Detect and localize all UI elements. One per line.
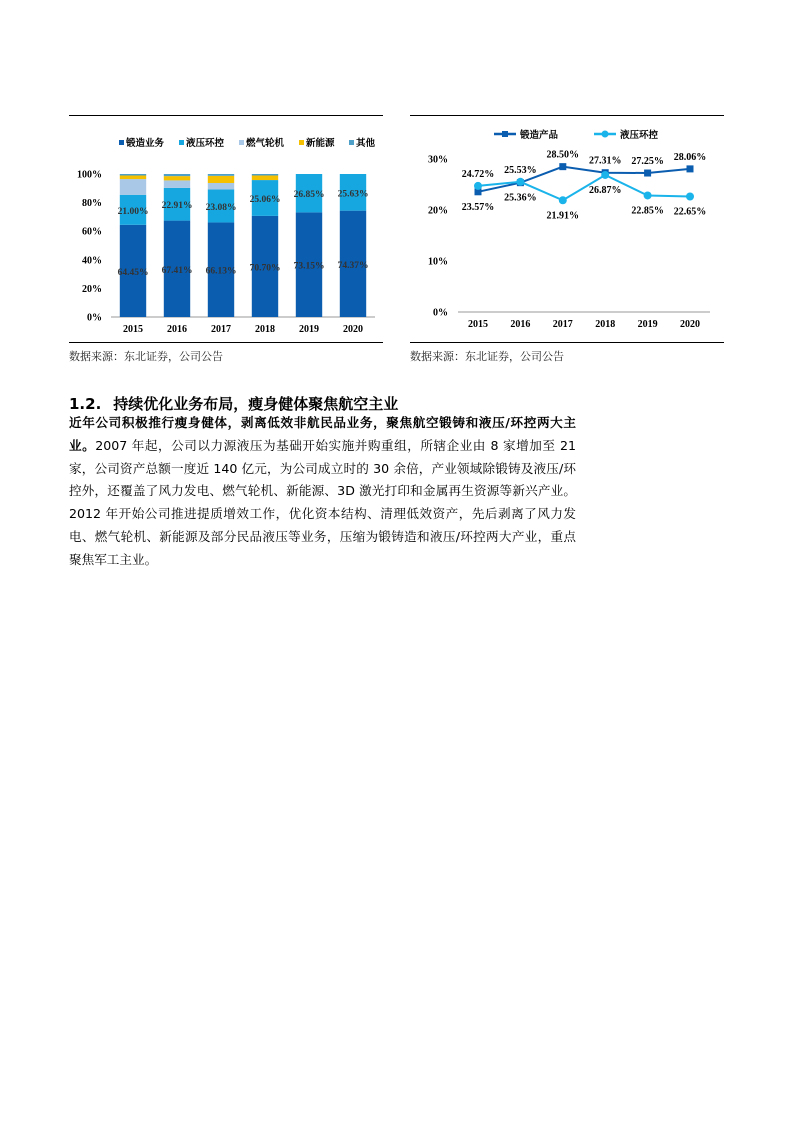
bar-data-label: 22.91% — [161, 201, 193, 212]
section-heading — [69, 393, 398, 414]
legend-label-1: 液压环控 — [186, 139, 225, 149]
bar-segment — [252, 174, 278, 175]
section-number: 1.2. — [69, 395, 102, 413]
bar-data-label: 67.41% — [161, 265, 193, 276]
bar-segment — [120, 176, 146, 180]
left-chart-source: 数据来源：东北证券，公司公告 — [69, 350, 223, 363]
bar-data-label: 26.85% — [293, 190, 325, 201]
bar-data-label: 70.70% — [249, 263, 281, 274]
data-point — [644, 191, 652, 199]
y-tick-label: 0% — [87, 312, 102, 324]
data-point — [559, 163, 566, 170]
x-tick-label: 2018 — [255, 324, 275, 335]
x-tick-label: 2019 — [299, 324, 319, 335]
legend-swatch-0 — [119, 140, 124, 145]
stacked-bar-chart-svg — [69, 118, 383, 340]
bar-data-label: 23.08% — [205, 202, 237, 213]
line-chart — [410, 118, 724, 340]
x-tick-label: 2016 — [167, 324, 187, 335]
data-point — [559, 196, 567, 204]
bar-segment — [208, 174, 234, 176]
data-point — [687, 165, 694, 172]
bar-segment — [120, 174, 146, 176]
y-tick-label: 60% — [82, 226, 102, 238]
section-title: 持续优化业务布局，瘦身健体聚焦航空主业 — [113, 395, 399, 413]
legend-label-0: 锻造业务 — [126, 139, 165, 149]
right-figure-top-rule — [410, 115, 724, 116]
data-label: 22.65% — [673, 206, 707, 218]
x-tick-label: 2015 — [468, 319, 488, 330]
legend-swatch-4 — [349, 140, 354, 145]
x-tick-label: 2020 — [680, 319, 700, 330]
legend-label-2: 燃气轮机 — [246, 139, 285, 149]
right-chart-source: 数据来源：东北证券，公司公告 — [410, 350, 564, 363]
x-tick-label: 2018 — [595, 319, 616, 330]
x-tick-label: 2016 — [510, 319, 531, 330]
bar-segment — [164, 176, 190, 180]
data-label: 28.06% — [673, 151, 707, 163]
bar-data-label: 21.00% — [117, 206, 149, 217]
data-point — [474, 182, 482, 190]
data-label: 25.53% — [504, 164, 537, 176]
data-label: 22.85% — [631, 205, 664, 217]
legend-label-3: 新能源 — [306, 139, 335, 149]
body-paragraph — [69, 412, 576, 572]
bar-segment — [208, 183, 234, 189]
data-label: 27.25% — [631, 156, 664, 168]
legend-label-4: 其他 — [356, 139, 376, 149]
y-tick-label: 80% — [82, 198, 102, 210]
bar-data-label: 64.45% — [117, 267, 149, 278]
legend-marker-0 — [502, 131, 508, 137]
legend-label-1: 液压环控 — [620, 131, 659, 141]
y-tick-label: 20% — [428, 205, 448, 217]
data-label: 24.72% — [461, 168, 495, 180]
data-label: 28.50% — [546, 149, 580, 161]
x-tick-label: 2019 — [637, 319, 658, 330]
y-tick-label: 20% — [82, 283, 102, 295]
line-chart-svg — [410, 118, 724, 340]
data-label: 26.87% — [588, 184, 622, 196]
data-label: 27.31% — [588, 155, 622, 167]
data-label: 21.91% — [546, 210, 580, 222]
right-figure-bottom-rule — [410, 342, 724, 343]
data-point — [686, 192, 694, 200]
data-label: 23.57% — [461, 201, 495, 213]
left-figure-top-rule — [69, 115, 383, 116]
x-tick-label: 2015 — [123, 324, 143, 335]
x-tick-label: 2017 — [211, 324, 231, 335]
data-point — [644, 170, 651, 177]
paragraph-body: 2007 年起，公司以力源液压为基础开始实施并购重组，所辖企业由 8 家增加至 21 家，公司资产总额一度近 140 亿元，为公司成立时的 30 余倍，产业领域除锻铸及液压/环控外，还覆盖了风力发电、燃气轮机、新能源、3D 激光打印和金属再生资源等新兴产业。2012 年开始公司推进提质增效工作，优化资本结构、清理低效资产，先后剥离了风力发电、燃气轮机、新能源及部分民品液压等业务，压缩为锻铸造和液压/环控两大产业，重点聚焦军工主业。 — [69, 437, 576, 567]
paragraph-lead: 近年公司积极推行瘦身健体，剥离低效非航民品业务，聚焦航空锻铸和液压/环控两大主业。 — [69, 415, 576, 453]
stacked-bar-chart — [69, 118, 383, 340]
y-tick-label: 10% — [428, 256, 448, 268]
x-tick-label: 2017 — [552, 319, 573, 330]
data-point — [516, 178, 524, 186]
bar-data-label: 73.15% — [293, 261, 325, 272]
bar-segment — [208, 176, 234, 183]
y-tick-label: 30% — [428, 154, 448, 166]
legend-marker-1 — [602, 131, 609, 138]
left-figure-bottom-rule — [69, 342, 383, 343]
data-point — [601, 171, 609, 179]
legend-swatch-3 — [299, 140, 304, 145]
bar-data-label: 25.06% — [249, 194, 281, 205]
bar-data-label: 25.63% — [337, 189, 369, 200]
bar-data-label: 66.13% — [205, 266, 237, 277]
bar-data-label: 74.37% — [337, 260, 369, 271]
y-tick-label: 0% — [433, 307, 448, 319]
data-label: 25.36% — [504, 192, 537, 204]
legend-swatch-1 — [179, 140, 184, 145]
x-tick-label: 2020 — [343, 324, 363, 335]
y-tick-label: 40% — [82, 255, 102, 267]
legend-swatch-2 — [239, 140, 244, 145]
legend-label-0: 锻造产品 — [520, 131, 559, 141]
bar-segment — [164, 174, 190, 176]
bar-segment — [120, 179, 146, 195]
y-tick-label: 100% — [77, 169, 102, 181]
bar-segment — [164, 180, 190, 187]
bar-segment — [252, 175, 278, 180]
